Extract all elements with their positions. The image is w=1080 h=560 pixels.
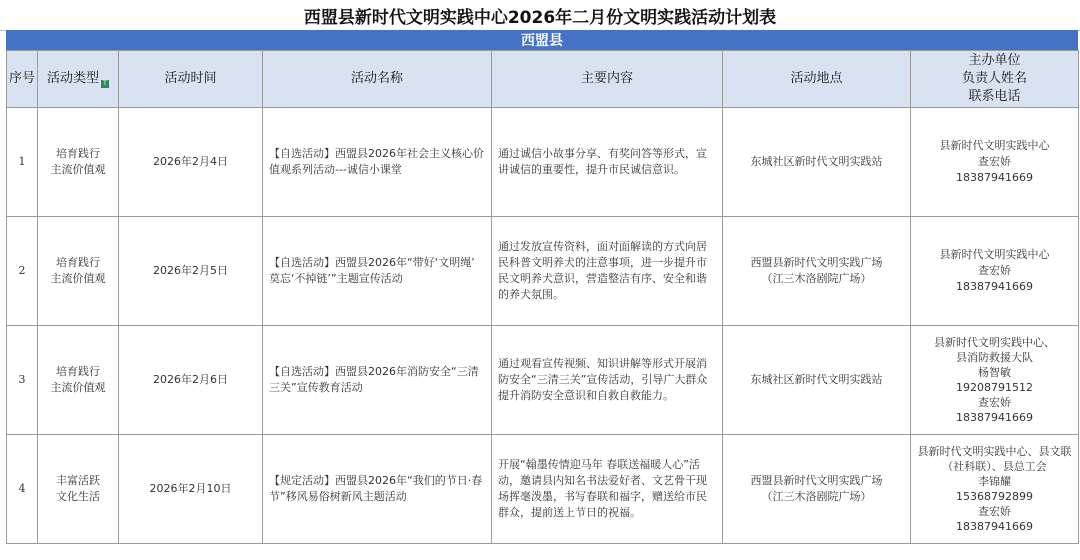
cell-organizer — [911, 326, 1079, 435]
cell-place: 东城社区新时代文明实践站 — [723, 108, 911, 217]
cell-type-line: 主流价值观 — [50, 163, 106, 176]
cell-name: 【自选活动】西盟县2026年“带好‘文明绳’ 莫忘‘不掉链’”主题宣传活动 — [263, 217, 492, 326]
cell-org-line: 县新时代文明实践中心、 — [934, 336, 1055, 349]
cell-place: 东城社区新时代文明实践站 — [723, 326, 911, 435]
cell-place — [723, 217, 911, 326]
cell-org-line: 18387941669 — [956, 171, 1033, 184]
table-row — [7, 435, 1079, 544]
cell-place-line: （江三木洛剧院广场） — [761, 490, 872, 503]
county-banner: 西盟县 — [6, 30, 1078, 50]
cell-type-line: 丰富活跃 — [56, 474, 100, 487]
cell-org-line: 李锦耀 — [978, 475, 1011, 488]
table-row — [7, 217, 1079, 326]
cell-org-line: 15368792899 — [956, 490, 1033, 503]
header-org-line: 主办单位 — [968, 53, 1021, 68]
cell-org-line: 18387941669 — [956, 411, 1033, 424]
cell-org-line: 18387941669 — [956, 520, 1033, 533]
header-time: 活动时间 — [119, 51, 263, 108]
header-type-label: 活动类型 — [46, 71, 99, 86]
header-type — [38, 51, 119, 108]
activity-plan-table — [6, 50, 1079, 544]
header-no: 序号 — [7, 51, 38, 108]
cell-type — [38, 435, 119, 544]
cell-place — [723, 435, 911, 544]
header-org-line: 负责人姓名 — [961, 71, 1027, 86]
cell-org-line: 查宏娇 — [978, 264, 1011, 277]
cell-content: 通过观看宣传视频、知识讲解等形式开展消防安全“三清三关”宣传活动，引导广大群众提升消防安全意识和自救自救能力。 — [492, 326, 723, 435]
cell-no: 3 — [7, 326, 38, 435]
page-title: 西盟县新时代文明实践中心2026年二月份文明实践活动计划表 — [0, 0, 1080, 31]
cell-no: 2 — [7, 217, 38, 326]
cell-org-line: 查宏娇 — [978, 155, 1011, 168]
table-header-row — [7, 51, 1079, 108]
header-org-line: 联系电话 — [968, 89, 1021, 104]
cell-type — [38, 217, 119, 326]
cell-org-line: 查宏娇 — [978, 505, 1011, 518]
filter-marker-icon: T — [101, 80, 109, 88]
cell-time: 2026年2月4日 — [119, 108, 263, 217]
cell-org-line: 县消防救援大队 — [956, 351, 1033, 364]
cell-name: 【规定活动】西盟县2026年“我们的节日·春节”移风易俗树新风主题活动 — [263, 435, 492, 544]
header-place: 活动地点 — [723, 51, 911, 108]
cell-content: 通过诚信小故事分享、有奖问答等形式，宣讲诚信的重要性，提升市民诚信意识。 — [492, 108, 723, 217]
cell-no: 4 — [7, 435, 38, 544]
cell-type-line: 培育践行 — [56, 147, 100, 160]
header-organizer — [911, 51, 1079, 108]
cell-org-line: 查宏娇 — [978, 396, 1011, 409]
cell-org-line: 县新时代文明实践中心、县文联（社科联）、县总工会 — [917, 445, 1072, 473]
cell-type-line: 文化生活 — [56, 490, 100, 503]
cell-type-line: 主流价值观 — [50, 272, 106, 285]
header-name: 活动名称 — [263, 51, 492, 108]
cell-organizer — [911, 108, 1079, 217]
cell-org-line: 县新时代文明实践中心 — [939, 248, 1050, 261]
cell-content: 开展“翰墨传情迎马年 春联送福暖人心”活动，邀请县内知名书法爱好者、文艺骨干现场挥毫泼墨，书写春联和福字，赠送给市民群众，提前送上节日的祝福。 — [492, 435, 723, 544]
table-row — [7, 108, 1079, 217]
cell-org-line: 杨智敏 — [978, 366, 1011, 379]
cell-org-line: 县新时代文明实践中心 — [939, 139, 1050, 152]
cell-time: 2026年2月10日 — [119, 435, 263, 544]
cell-place-line: （江三木洛剧院广场） — [761, 272, 872, 285]
cell-time: 2026年2月5日 — [119, 217, 263, 326]
cell-organizer — [911, 217, 1079, 326]
cell-organizer — [911, 435, 1079, 544]
cell-type — [38, 326, 119, 435]
header-content: 主要内容 — [492, 51, 723, 108]
cell-org-line: 19208791512 — [956, 381, 1033, 394]
cell-type-line: 培育践行 — [56, 256, 100, 269]
cell-place-line: 西盟县新时代文明实践广场 — [750, 256, 883, 269]
cell-content: 通过发放宣传资料，面对面解读的方式向居民科普文明养犬的注意事项，进一步提升市民文明养犬意识，营造整洁有序、安全和谐的养犬氛围。 — [492, 217, 723, 326]
cell-name: 【自选活动】西盟县2026年消防安全“三清三关”宣传教育活动 — [263, 326, 492, 435]
cell-no: 1 — [7, 108, 38, 217]
cell-place-line: 西盟县新时代文明实践广场 — [750, 474, 883, 487]
cell-type-line: 主流价值观 — [50, 381, 106, 394]
cell-name: 【自选活动】西盟县2026年社会主义核心价值观系列活动---诚信小课堂 — [263, 108, 492, 217]
cell-type-line: 培育践行 — [56, 365, 100, 378]
cell-org-line: 18387941669 — [956, 280, 1033, 293]
cell-time: 2026年2月6日 — [119, 326, 263, 435]
table-row — [7, 326, 1079, 435]
cell-type — [38, 108, 119, 217]
